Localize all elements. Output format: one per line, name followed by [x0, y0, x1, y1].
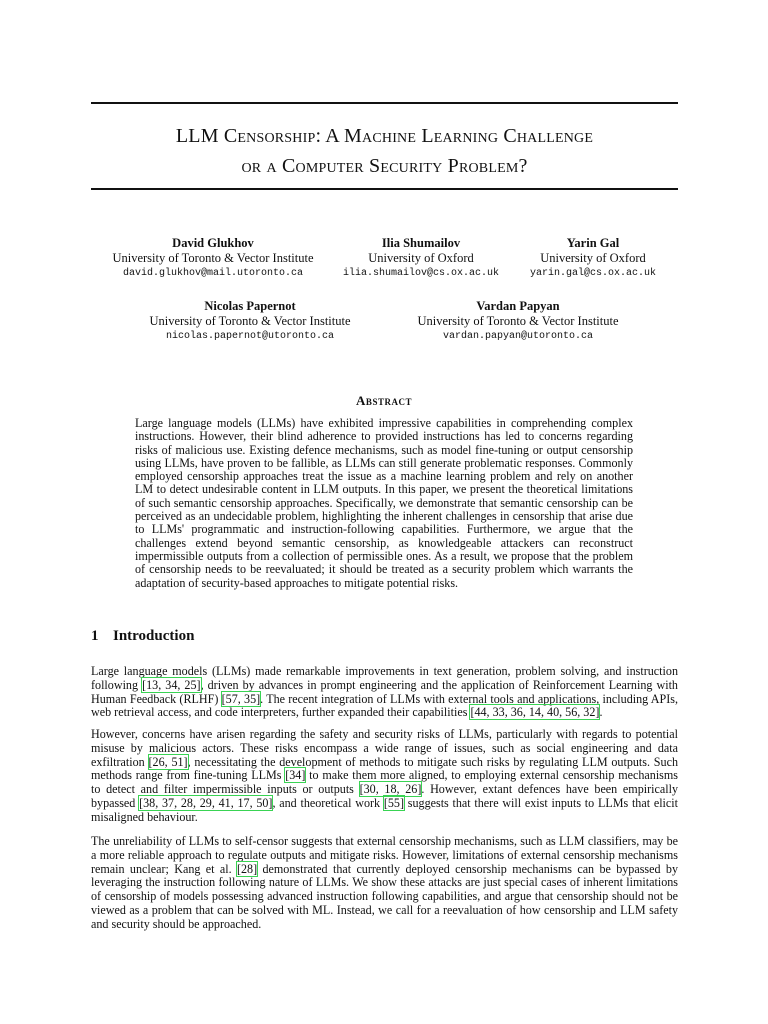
paragraph-text: The unreliability of LLMs to self-censor suggests that external censorship mechanisms, such as LLM classifiers, may be a more reliable approach to regulate outputs and mitigate risks. However, limitations of external censorship mechanisms remain unclear; Kang et al.	[91, 834, 678, 876]
author-affiliation: University of Oxford	[368, 251, 474, 265]
paragraph-text: , driven by advances in prompt engineering and the application of Reinforcement Learning with Human Feedback (RLHF)	[91, 677, 678, 706]
paragraph-text: suggests that there will exist inputs to LLMs that elicit misaligned behaviour.	[91, 795, 679, 824]
section-title: Introduction	[113, 628, 195, 644]
intro-paragraph-3	[91, 835, 678, 932]
author-block	[102, 236, 324, 281]
author-name: Yarin Gal	[566, 236, 620, 250]
paragraph-text: .	[599, 705, 603, 720]
citation-link[interactable]: [34]	[285, 768, 306, 783]
author-block	[330, 236, 512, 281]
citation-link[interactable]: [28]	[236, 861, 258, 876]
paragraph-text: Large language models (LLMs) made remarkable improvements in text generation, problem solving, and instruction following	[91, 664, 678, 692]
author-block	[136, 299, 364, 344]
author-name: Ilia Shumailov	[381, 236, 461, 250]
abstract-text: Large language models (LLMs) have exhibited impressive capabilities in comprehending complex instructions. However, their blind adherence to provided instructions has led to concerns regarding risks of malicious use. Existing defence mechanisms, such as model fine-tuning or output censorship using LLMs, have proven to be fallible, as LLMs can still generate problematic responses. Commonly employed censorship approaches treat the issue as a machine learning problem and rely on another LM to detect undesirable content in LLM outputs. In this paper, we present the theoretical limitations of such semantic censorship approaches. Specifically, we demonstrate that semantic censorship can be perceived as an undecidable problem, highlighting the inherent challenges in censorship that arise due to LLMs' programmatic and instruction-following capabilities. Furthermore, we argue that the challenges extend beyond semantic censorship, as knowledgeable attackers can reconstruct impermissible outputs from a collection of permissible ones. As a result, we propose that the problem of censorship needs to be reevaluated; it should be treated as a security problem which warrants the adaptation of security-based approaches to mitigate potential risks.	[135, 416, 633, 590]
citation-link[interactable]: [30, 18, 26]	[359, 782, 422, 797]
title-line-1: LLM Censorship: A Machine Learning Challenge	[175, 125, 594, 147]
author-email[interactable]: nicolas.papernot@utoronto.ca	[165, 331, 335, 342]
paragraph-text: . The recent integration of LLMs with external tools and applications, including APIs, web retrieval access, and code interpreters, further expanded their capabilities	[91, 691, 679, 720]
paragraph-text: , necessitating the development of methods to mitigate such risks by regulating LLM outputs. Such methods range from fine-tuning LLMs	[91, 754, 678, 783]
paragraph-text: However, concerns have arisen regarding the safety and security risks of LLMs, particularly with regards to potential misuse by malicious actors. These risks encompass a wide range of issues, such as social engineering and data exfiltration	[91, 727, 678, 769]
intro-paragraph-2	[91, 728, 678, 825]
author-affiliation: University of Toronto & Vector Institute	[149, 314, 351, 328]
paragraph-text: , and theoretical work	[272, 795, 384, 810]
citation-link[interactable]: [38, 37, 28, 29, 41, 17, 50]	[139, 795, 273, 810]
title-line-2: or a Computer Security Problem?	[241, 155, 528, 177]
paragraph-text: . However, extant defences have been empirically bypassed	[91, 782, 678, 810]
paragraph-text: to make them more aligned, to employing external censorship mechanisms to detect and filter impermissible inputs or outputs	[91, 768, 678, 797]
citation-link[interactable]: [13, 34, 25]	[142, 677, 201, 692]
citation-link[interactable]: [44, 33, 36, 14, 40, 56, 32]	[470, 705, 600, 720]
abstract-heading: Abstract	[356, 393, 412, 408]
author-email[interactable]: ilia.shumailov@cs.ox.ac.uk	[342, 268, 500, 279]
citation-link[interactable]: [26, 51]	[148, 754, 188, 769]
author-block	[404, 299, 632, 344]
citation-link[interactable]: [55]	[383, 795, 405, 810]
author-name: Vardan Papyan	[476, 299, 560, 313]
author-email[interactable]: david.glukhov@mail.utoronto.ca	[122, 268, 304, 279]
top-rule	[91, 102, 678, 104]
author-affiliation: University of Oxford	[540, 251, 646, 265]
author-email[interactable]: vardan.papyan@utoronto.ca	[442, 331, 594, 342]
author-email[interactable]: yarin.gal@cs.ox.ac.uk	[529, 268, 657, 279]
author-affiliation: University of Toronto & Vector Institute	[112, 251, 314, 265]
section-number: 1	[91, 628, 99, 644]
paper-title	[91, 121, 678, 181]
intro-paragraph-1	[91, 665, 678, 720]
author-name: Nicolas Papernot	[204, 299, 296, 313]
bottom-rule	[91, 188, 678, 190]
author-affiliation: University of Toronto & Vector Institute	[417, 314, 619, 328]
section-heading	[91, 628, 194, 645]
author-block	[520, 236, 666, 281]
paragraph-text: demonstrated that currently deployed censorship mechanisms can be bypassed by leveraging the instruction following nature of LLMs. We show these attacks are just special cases of inherent limitations of censorship of models possessing advanced instruction following capabilities, and argue that censorship should not be viewed as a problem that can be solved with ML. Instead, we call for a reevaluation of how censorship and LLM safety and security should be approached.	[91, 861, 678, 931]
author-name: David Glukhov	[172, 236, 254, 250]
citation-link[interactable]: [57, 35]	[221, 691, 261, 706]
